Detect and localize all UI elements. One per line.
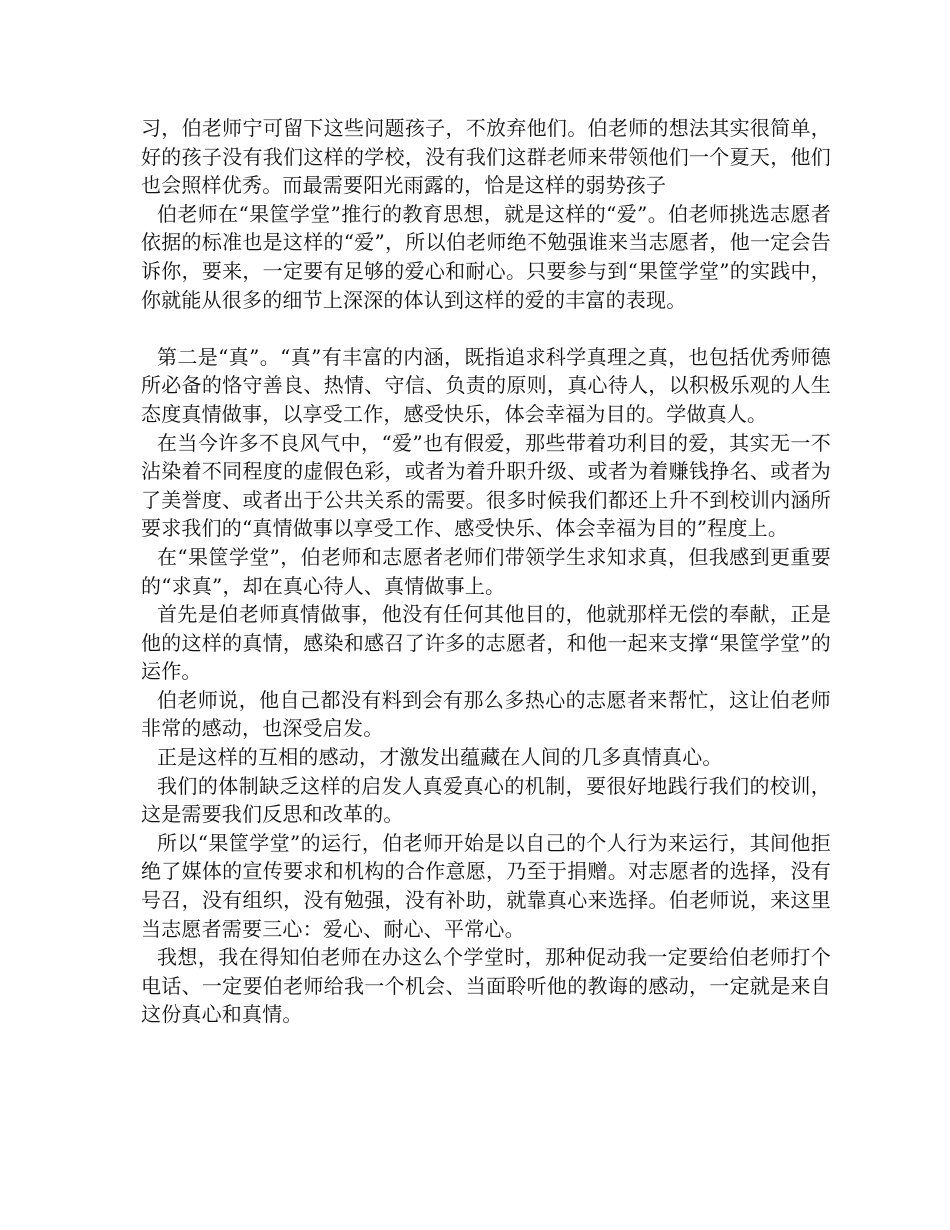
paragraph-system: 我们的体制缺乏这样的启发人真爱真心的机制，要很好地践行我们的校训，这是需要我们反思和改革的。 — [141, 773, 831, 827]
paragraph-volunteers: 伯老师说，他自己都没有料到会有那么多热心的志愿者来帮忙，这让伯老师非常的感动，也深受启发。 — [141, 687, 831, 741]
paragraph-sincere-work: 首先是伯老师真情做事，他没有任何其他目的，他就那样无偿的奉献，正是他的这样的真情，感染和感召了许多的志愿者，和他一起来支撑“果筐学堂”的运作。 — [141, 602, 831, 684]
paragraph-seek-truth: 在“果筐学堂”，伯老师和志愿者老师们带领学生求知求真，但我感到更重要的“求真”，却在真心待人、真情做事上。 — [141, 544, 831, 598]
paragraph-operation: 所以“果筐学堂”的运行，伯老师开始是以自己的个人行为来运行，其间他拒绝了媒体的宣传要求和机构的合作意愿，乃至于捐赠。对志愿者的选择，没有号召，没有组织，没有勉强，没有补助，就靠真心来选择。伯老师说，来这里当志愿者需要三心：爱心、耐心、平常心。 — [141, 830, 831, 941]
paragraph-reflection: 我想，我在得知伯老师在办这么个学堂时，那种促动我一定要给伯老师打个电话、一定要伯老师给我一个机会、当面聆听他的教诲的感动，一定就是来自这份真心和真情。 — [141, 945, 831, 1027]
paragraph-mutual-touch: 正是这样的互相的感动，才激发出蕴藏在人间的几多真情真心。 — [157, 745, 723, 770]
paragraph-false-love: 在当今许多不良风气中，“爱”也有假爱，那些带着功利目的爱，其实无一不沾染着不同程度的虚假色彩，或者为着升职升级、或者为着赚钱挣名、或者为了美誉度、或者出于公共关系的需要。很多时候我们都还上升不到校训内涵所要求我们的“真情做事以享受工作、感受快乐、体会幸福为目的”程度上。 — [141, 430, 831, 541]
paragraph-truth-intro: 第二是“真”。“真”有丰富的内涵，既指追求科学真理之真，也包括优秀师德所必备的恪守善良、热情、守信、负责的原则，真心待人，以积极乐观的人生态度真情做事，以享受工作，感受快乐，体会幸福为目的。学做真人。 — [141, 344, 831, 426]
paragraph-continuation: 习，伯老师宁可留下这些问题孩子，不放弃他们。伯老师的想法其实很简单，好的孩子没有我们这样的学校，没有我们这群老师来带领他们一个夏天，他们也会照样优秀。而最需要阳光雨露的，恰是这样的弱势孩子 — [141, 116, 831, 198]
paragraph-love-standard: 伯老师在“果筐学堂”推行的教育思想，就是这样的“爱”。伯老师挑选志愿者依据的标准也是这样的“爱”，所以伯老师绝不勉强谁来当志愿者，他一定会告诉你，要来，一定要有足够的爱心和耐心。只要参与到“果筐学堂”的实践中，你就能从很多的细节上深深的体认到这样的爱的丰富的表现。 — [141, 201, 831, 312]
document-body — [141, 114, 831, 1029]
paragraph-gap — [141, 314, 831, 343]
